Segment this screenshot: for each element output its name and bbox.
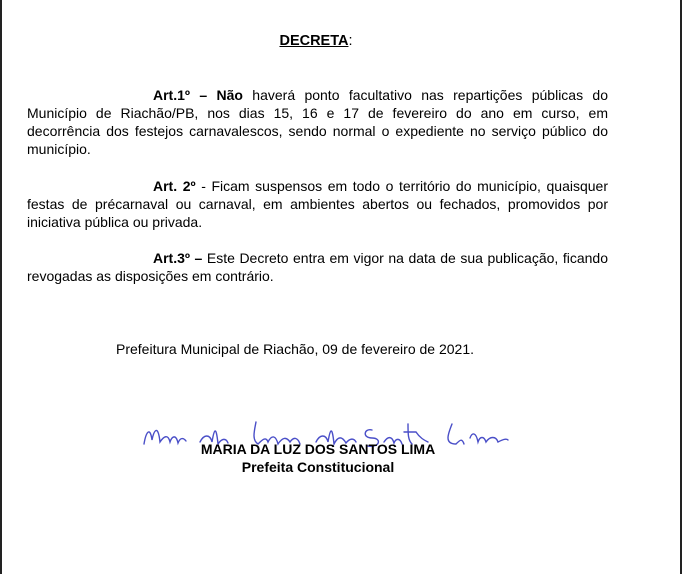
heading-colon: : bbox=[348, 33, 353, 49]
place-date: Prefeitura Municipal de Riachão, 09 de fevereiro de 2021. bbox=[116, 341, 474, 357]
signatory-role: Prefeita Constitucional bbox=[241, 459, 395, 475]
article-2-text: - Ficam suspensos em todo o território do município, quaisquer festas de précarnaval ou carnaval, em ambientes abertos ou fechados, promovidos por iniciativa pública ou privada. bbox=[27, 178, 608, 230]
article-1 bbox=[27, 86, 608, 158]
article-1-label: Art.1º – bbox=[153, 87, 208, 103]
article-3 bbox=[27, 249, 608, 285]
article-3-label: Art.3º – bbox=[153, 250, 203, 266]
article-1-emphasis: Não bbox=[216, 87, 243, 103]
signatory-name: MARIA DA LUZ DOS SANTOS LIMA bbox=[200, 441, 436, 457]
decreta-title: DECRETA bbox=[279, 33, 349, 49]
article-1-text: haverá ponto facultativo nas repartições públicas do Município de Riachão/PB, nos dias 15, 16 e 17 de fevereiro do ano em curso, em decorrência dos festejos carnavalescos, sendo normal o expediente no serviço público do município. bbox=[27, 87, 609, 157]
article-2-label: Art. 2º bbox=[153, 178, 196, 194]
article-2 bbox=[27, 177, 608, 231]
decree-heading bbox=[0, 33, 632, 49]
article-3-text: Este Decreto entra em vigor na data de sua publicação, ficando revogadas as disposições em contrário. bbox=[27, 250, 608, 284]
